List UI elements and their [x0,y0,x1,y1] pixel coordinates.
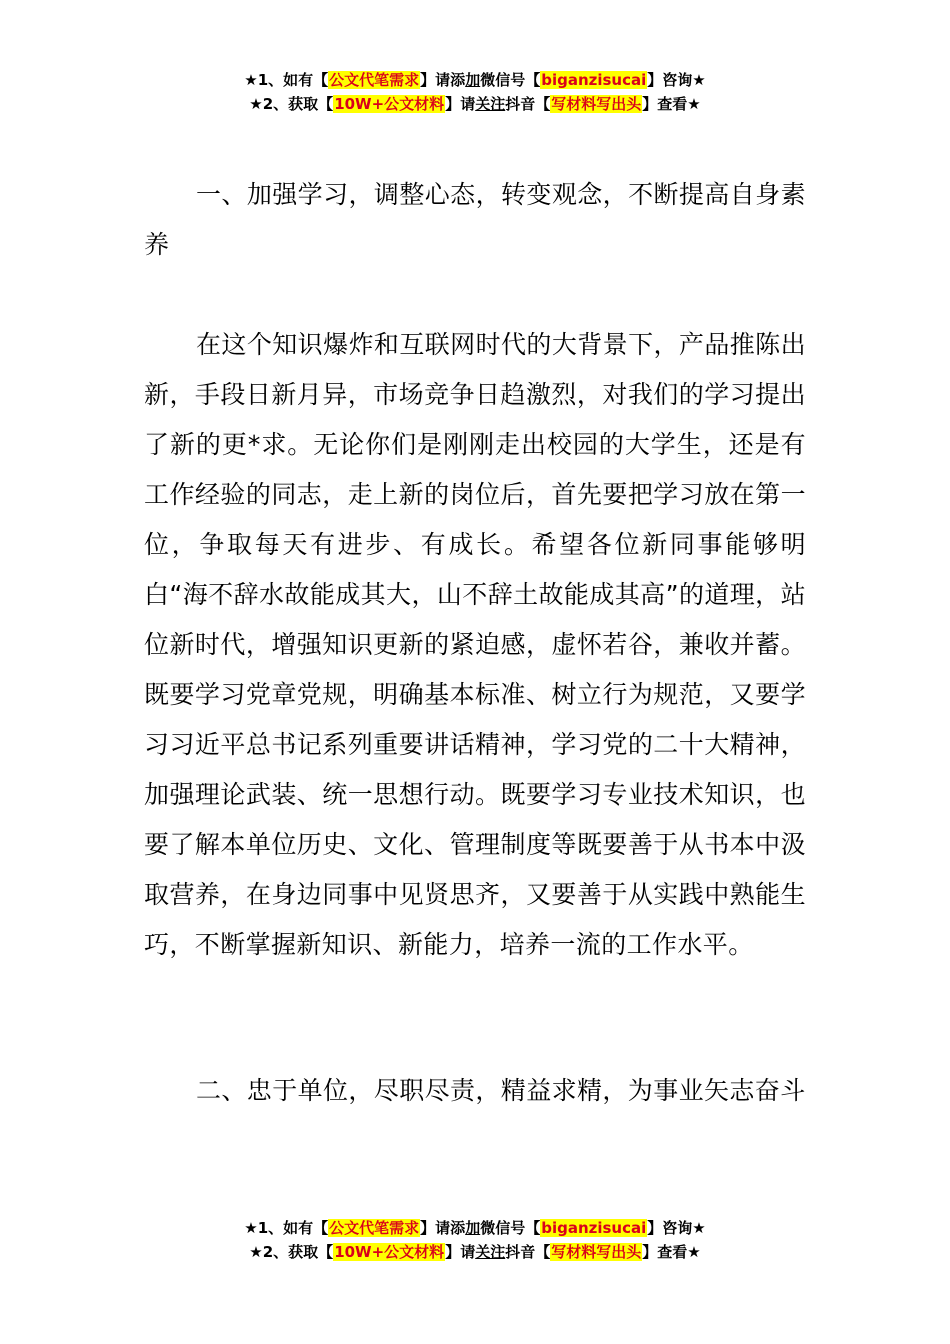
banner-text: ★2、获取【 [249,1243,334,1261]
banner-text: 】请 [445,1243,476,1261]
header-banner [0,68,950,116]
banner-highlight: 10W+公文材料 [334,95,445,113]
banner-underlined-text: 关注 [475,1243,506,1261]
banner-text: 】查看★ [642,1243,701,1261]
banner-line-1 [0,1216,950,1240]
banner-highlight: 10W+公文材料 [334,1243,445,1261]
heading-text: 一、加强学习，调整心态，转变观念，不断提高自身素养 [144,180,806,259]
footer-banner [0,1216,950,1264]
banner-text: 微信号【 [480,71,541,89]
banner-text: 】请 [445,95,476,113]
banner-highlight: biganzisucai [541,1219,647,1237]
banner-highlight: 公文代笔需求 [329,1219,420,1237]
banner-text: 】查看★ [642,95,701,113]
banner-highlight: 公文代笔需求 [329,71,420,89]
section-heading-1 [144,170,806,270]
banner-text: 】咨询★ [647,1219,706,1237]
banner-text: 微信号【 [480,1219,541,1237]
paragraph-text: 在这个知识爆炸和互联网时代的大背景下，产品推陈出新，手段日新月异，市场竞争日趋激烈，对我们的学习提出了新的更*求。无论你们是刚刚走出校园的大学生，还是有工作经验的同志，走上新的岗位后，首先要把学习放在第一位，争取每天有进步、有成长。希望各位新同事能够明白“海不辞水故能成其大，山不辞土故能成其高”的道理，站位新时代，增强知识更新的紧迫感，虚怀若谷，兼收并蓄。既要学习党章党规，明确基本标准、树立行为规范，又要学习习近平总书记系列重要讲话精神，学习党的二十大精神，加强理论武装、统一思想行动。既要学习专业技术知识，也要了解本单位历史、文化、管理制度等既要善于从书本中汲取营养，在身边同事中见贤思齐，又要善于从实践中熟能生巧，不断掌握新知识、新能力，培养一流的工作水平。 [144,330,806,959]
body-paragraph-1 [144,320,806,970]
banner-text: 】咨询★ [647,71,706,89]
banner-highlight: 写材料写出头 [551,1243,642,1261]
banner-text: ★1、如有【 [244,1219,329,1237]
banner-line-1 [0,68,950,92]
banner-underlined-text: 加 [465,71,481,89]
banner-text: 】请添 [420,1219,466,1237]
banner-underlined-text: 加 [465,1219,481,1237]
heading-text: 二、忠于单位，尽职尽责，精益求精，为事业矢志奋斗 [196,1076,806,1105]
banner-line-2 [0,92,950,116]
banner-text: 抖音【 [505,1243,551,1261]
banner-highlight: biganzisucai [541,71,647,89]
banner-text: ★1、如有【 [244,71,329,89]
banner-text: ★2、获取【 [249,95,334,113]
banner-highlight: 写材料写出头 [551,95,642,113]
banner-line-2 [0,1240,950,1264]
section-heading-2 [144,1066,806,1116]
banner-text: 抖音【 [505,95,551,113]
banner-underlined-text: 关注 [475,95,506,113]
banner-text: 】请添 [420,71,466,89]
